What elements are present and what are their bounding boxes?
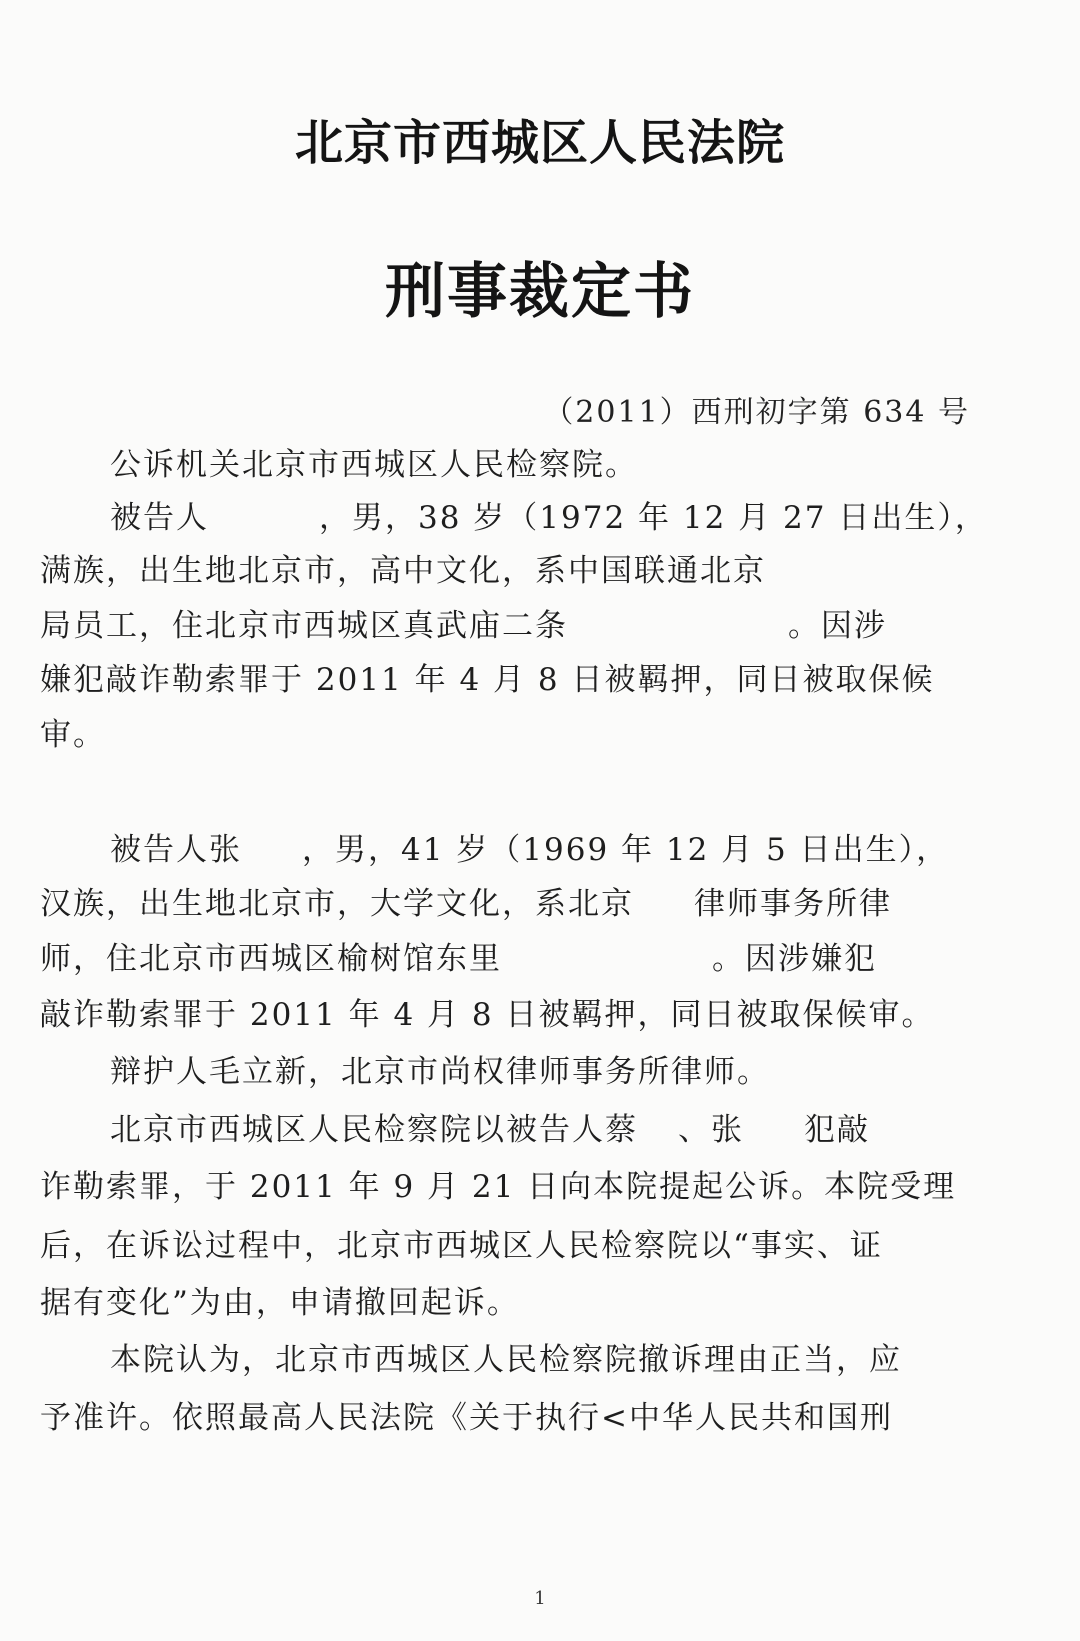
- defendant2-text: 。因涉嫌犯: [712, 941, 877, 977]
- defendant2-text: ，男，41 岁（1969 年 12 月 5 日出生），: [302, 832, 950, 868]
- defendant1-line-1: [40, 498, 1050, 538]
- defendant1-text: 。因涉: [788, 608, 887, 644]
- defendant1-line-5: 审。: [40, 717, 106, 753]
- case-number: （2011）西刑初字第 634 号: [543, 395, 970, 430]
- prosecution-line-3: 后，在诉讼过程中，北京市西城区人民检察院以“事实、证: [40, 1228, 883, 1264]
- defendant2-line-3: [40, 939, 980, 979]
- prosecution-line-2: 诈勒索罪，于 2011 年 9 月 21 日向本院提起公诉。本院受理: [40, 1169, 957, 1205]
- prosecution-text: 北京市西城区人民检察院以被告人蔡: [110, 1112, 638, 1148]
- defendant2-text: 师，住北京市西城区榆树馆东里: [40, 941, 502, 977]
- defendant1-line-4: 嫌犯敲诈勒索罪于 2011 年 4 月 8 日被羁押，同日被取保候: [40, 662, 935, 698]
- defendant1-line-2: 满族，出生地北京市，高中文化，系中国联通北京: [40, 553, 766, 589]
- document-title: 刑事裁定书: [385, 257, 695, 327]
- defendant2-line-2: [40, 884, 980, 924]
- defendant1-text: ，男，38 岁（1972 年 12 月 27 日出生），: [319, 500, 988, 536]
- prosecution-line-4: 据有变化”为由，申请撤回起诉。: [40, 1285, 520, 1321]
- defendant1-text: 局员工，住北京市西城区真武庙二条: [40, 608, 568, 644]
- court-name: 北京市西城区人民法院: [294, 115, 785, 171]
- defendant1-line-3: [40, 606, 980, 646]
- ruling-line-1: 本院认为，北京市西城区人民检察院撤诉理由正当，应: [110, 1342, 902, 1378]
- defendant2-text: 律师事务所律: [694, 886, 892, 922]
- defendant2-line-1: [40, 830, 1050, 870]
- ruling-line-2: 予准许。依照最高人民法院《关于执行<中华人民共和国刑: [40, 1400, 893, 1436]
- defender-line: 辩护人毛立新，北京市尚权律师事务所律师。: [110, 1054, 770, 1090]
- prosecution-text: 犯敲: [804, 1112, 870, 1148]
- defendant1-text: 被告人: [110, 500, 209, 536]
- defendant2-text: 被告人张: [110, 832, 242, 868]
- prosecutor-line: 公诉机关北京市西城区人民检察院。: [110, 447, 638, 483]
- page-number: 1: [534, 1588, 546, 1609]
- defendant2-line-4: 敲诈勒索罪于 2011 年 4 月 8 日被羁押，同日被取保候审。: [40, 997, 935, 1033]
- prosecution-text: 、张: [678, 1112, 744, 1148]
- prosecution-line-1: [40, 1110, 1050, 1150]
- defendant2-text: 汉族，出生地北京市，大学文化，系北京: [40, 886, 634, 922]
